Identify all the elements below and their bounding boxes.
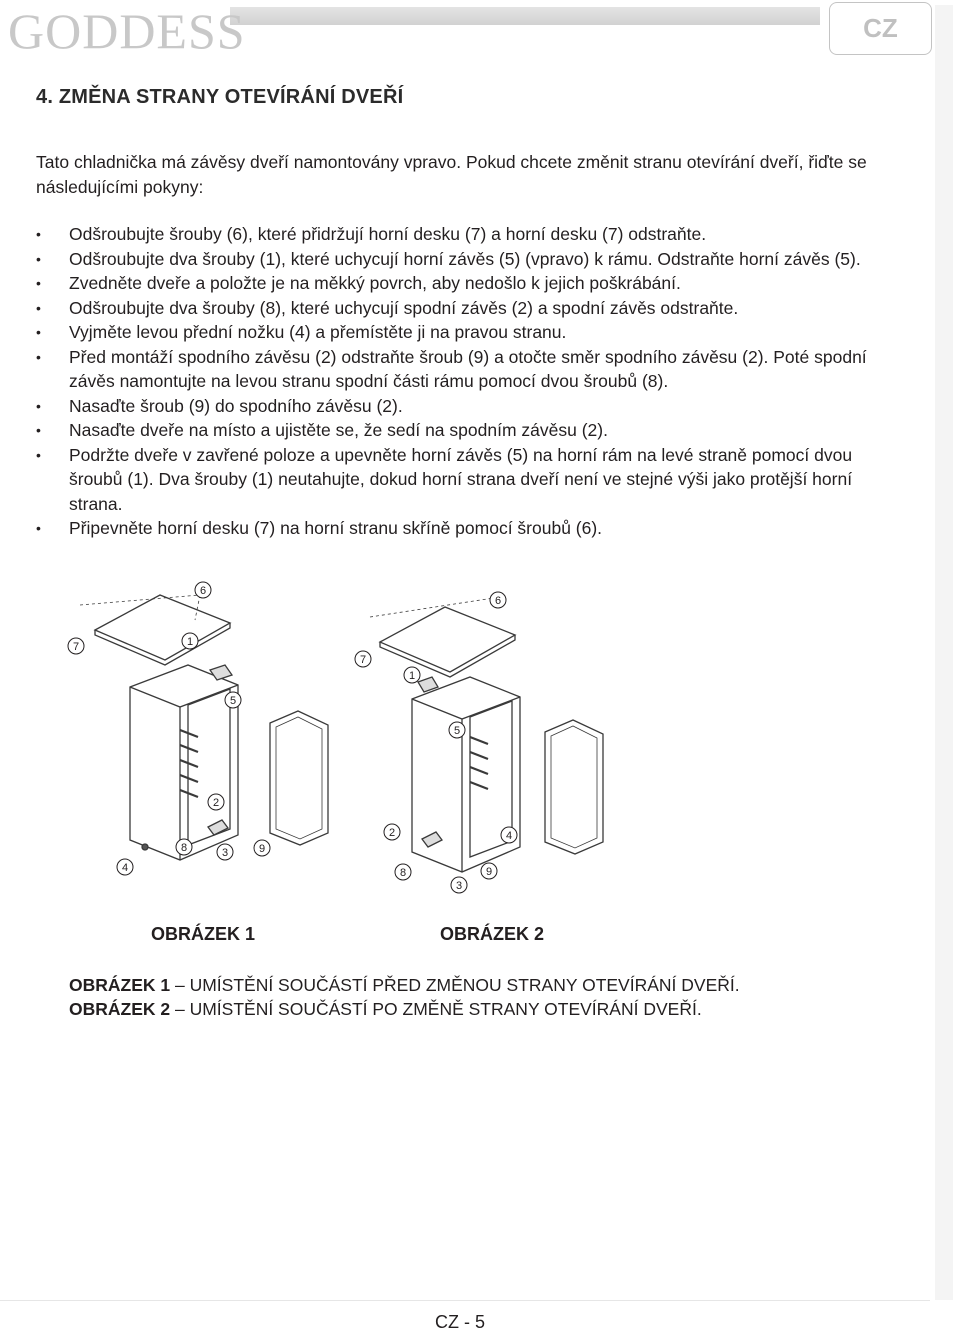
callout-7 [355,651,371,667]
list-item: • Odšroubujte šrouby (6), které přidržují horní desku (7) a horní desku (7) odstraňte. [36,222,896,247]
svg-text:7: 7 [359,654,367,666]
figure-2-label: OBRÁZEK 2 [440,924,545,944]
list-item: • Vyjměte levou přední nožku (4) a přemístěte ji na pravou stranu. [36,320,896,345]
figure-1-label: OBRÁZEK 1 [151,924,256,944]
svg-text:7: 7 [72,641,80,653]
svg-text:1: 1 [186,636,194,648]
intro-paragraph: Tato chladnička má závěsy dveří namontovány vpravo. Pokud chcete změnit stranu otevírání dveří, řiďte se následujícími pokyny: [36,152,867,197]
figure-1-drawing [80,595,328,860]
svg-text:9: 9 [485,866,493,878]
svg-text:5: 5 [229,695,237,707]
footer-divider [0,1300,930,1301]
callout-8 [395,864,411,880]
list-item: • Odšroubujte dva šrouby (1), které uchycují horní závěs (5) (vpravo) k rámu. Odstraňte horní závěs (5). [36,247,896,272]
door-reversal-diagram [60,575,620,905]
callout-7 [68,638,84,654]
callout-1 [404,667,420,683]
svg-text:5: 5 [453,725,461,737]
callout-3 [217,844,233,860]
brand-logo: GODDESS [8,3,246,59]
callout-4 [117,859,133,875]
figure-2-drawing [370,597,603,872]
header-decor-line [230,7,820,25]
svg-text:9: 9 [258,843,266,855]
svg-text:6: 6 [494,595,502,607]
svg-text:2: 2 [388,827,396,839]
callout-2 [208,794,224,810]
callout-1 [182,633,198,649]
svg-text:3: 3 [455,880,463,892]
figure-captions [69,973,740,1021]
callout-9 [481,863,497,879]
svg-text:4: 4 [505,830,513,842]
svg-text:6: 6 [199,585,207,597]
svg-text:4: 4 [121,862,129,874]
callout-2 [384,824,400,840]
right-margin-strip [935,5,953,1300]
list-item: • Nasaďte šroub (9) do spodního závěsu (2). [36,394,896,419]
svg-text:8: 8 [399,867,407,879]
callout-5 [225,692,241,708]
callout-5 [449,722,465,738]
callout-6 [195,582,211,598]
callout-8 [176,839,192,855]
callout-6 [490,592,506,608]
page-number: CZ - 5 [434,1312,485,1332]
svg-text:2: 2 [212,797,220,809]
section-title: 4. ZMĚNA STRANY OTEVÍRÁNÍ DVEŘÍ [36,86,404,108]
list-item: • Podržte dveře v zavřené poloze a upevněte horní závěs (5) na horní rám na levé straně pomocí dvou šroubů (1). Dva šrouby (1) neutahujte, dokud horní strana dveří není ve stejné výši jako protější horní strana. [36,443,896,517]
callout-3 [451,877,467,893]
header-bar [0,0,960,58]
callout-9 [254,840,270,856]
list-item: • Zvedněte dveře a položte je na měkký povrch, aby nedošlo k jejich poškrábání. [36,271,896,296]
callout-4 [501,827,517,843]
list-item: • Připevněte horní desku (7) na horní stranu skříně pomocí šroubů (6). [36,516,896,541]
list-item: • Odšroubujte dva šrouby (8), které uchycují spodní závěs (2) a spodní závěs odstraňte. [36,296,896,321]
svg-text:1: 1 [408,670,416,682]
list-item: • Před montáží spodního závěsu (2) odstraňte šroub (9) a otočte směr spodního závěsu (2). Poté spodní závěs namontujte na levou stranu spodní části rámu pomocí dvou šroubů (8). [36,345,896,394]
svg-text:8: 8 [180,842,188,854]
list-item: • Nasaďte dveře na místo a ujistěte se, že sedí na spodním závěsu (2). [36,418,896,443]
caption-2: OBRÁZEK 2 – UMÍSTĚNÍ SOUČÁSTÍ PO ZMĚNĚ STRANY OTEVÍRÁNÍ DVEŘÍ. [69,999,702,1019]
svg-text:3: 3 [221,847,229,859]
instruction-list [36,222,896,541]
language-badge: CZ [829,2,932,55]
caption-1: OBRÁZEK 1 – UMÍSTĚNÍ SOUČÁSTÍ PŘED ZMĚNOU STRANY OTEVÍRÁNÍ DVEŘÍ. [69,975,740,995]
